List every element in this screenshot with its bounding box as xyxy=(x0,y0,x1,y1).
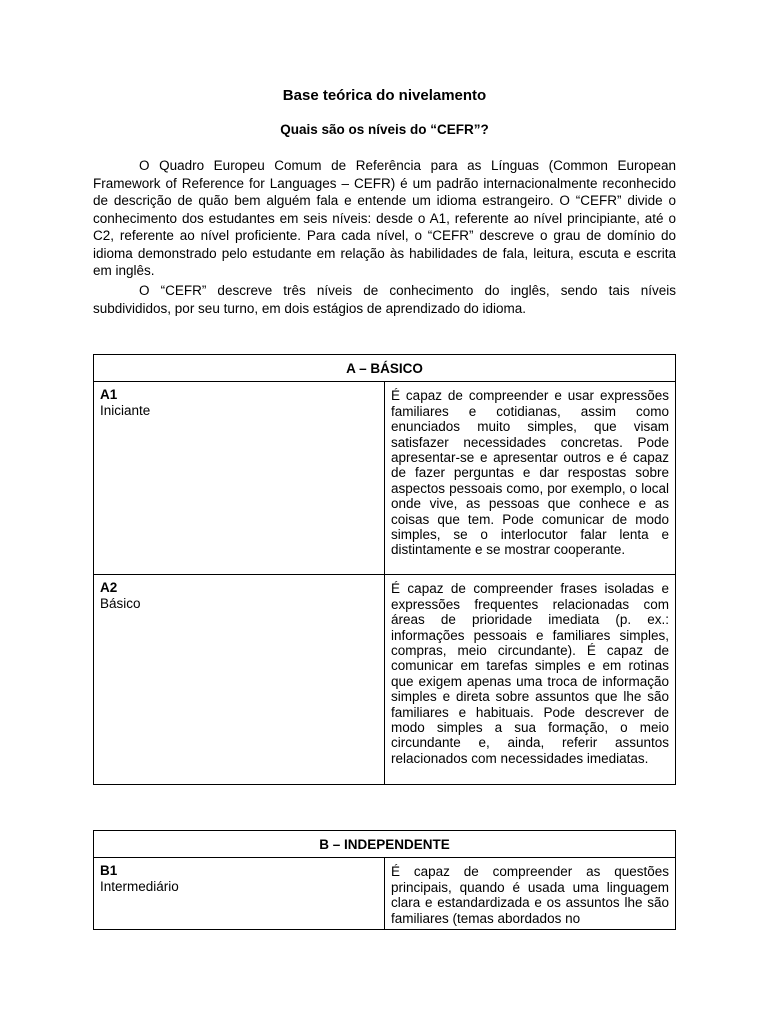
level-cell xyxy=(94,858,385,930)
table-header: A – BÁSICO xyxy=(94,355,676,382)
table-row xyxy=(94,382,676,575)
level-code: A2 xyxy=(100,580,118,596)
table-independent-clip xyxy=(93,830,679,936)
level-description: É capaz de compreender frases isoladas e expressões frequentes relacionadas com áreas de prioridade imediata (p. ex.: informações pessoais e familiares simples, compras, meio circundante). É capaz de comunicar em tarefas simples e em rotinas que exigem apenas uma troca de informação simples e direta sobre assuntos que lhe são familiares e habituais. Pode descrever de modo simples a sua formação, o meio circundante e, ainda, referir assuntos relacionados com necessidades imediatas. xyxy=(385,575,676,785)
level-name: Intermediário xyxy=(100,878,179,894)
level-name: Básico xyxy=(100,595,141,611)
paragraph-intro: O Quadro Europeu Comum de Referência para as Línguas (Common European Framework of Reference for Languages – CEFR) é um padrão internacionalmente reconhecido de descrição de quão bem alguém fala e entende um idioma estrangeiro. O “CEFR” divide o conhecimento dos estudantes em seis níveis: desde o A1, referente ao nível principiante, até o C2, referente ao nível proficiente. Para cada nível, o “CEFR” descreve o grau de domínio do idioma demonstrado pelo estudante em relação às habilidades de fala, leitura, escuta e escrita em inglês. xyxy=(93,158,676,278)
table-row xyxy=(94,575,676,785)
table-header: B – INDEPENDENTE xyxy=(94,831,676,858)
level-cell xyxy=(94,382,385,575)
table-independent-level xyxy=(93,830,676,930)
level-cell xyxy=(94,575,385,785)
document-subtitle: Quais são os níveis do “CEFR”? xyxy=(280,122,489,137)
level-name: Iniciante xyxy=(100,402,151,418)
document-title: Base teórica do nivelamento xyxy=(282,87,487,104)
level-description: É capaz de compreender as questões principais, quando é usada uma linguagem clara e estandardizada e os assuntos lhe são familiares (temas abordados no xyxy=(385,858,676,930)
level-code: B1 xyxy=(100,863,118,879)
table-row xyxy=(94,858,676,930)
paragraph-levels: O “CEFR” descreve três níveis de conhecimento do inglês, sendo tais níveis subdivididos, por seu turno, em dois estágios de aprendizado do idioma. xyxy=(93,283,676,316)
level-description: É capaz de compreender e usar expressões familiares e cotidianas, assim como enunciados muito simples, que visam satisfazer necessidades concretas. Pode apresentar-se e apresentar outros e é capaz de fazer perguntas e dar respostas sobre aspectos pessoais como, por exemplo, o local onde vive, as pessoas que conhece e as coisas que tem. Pode comunicar de modo simples, se o interlocutor falar lenta e distintamente e se mostrar cooperante. xyxy=(385,382,676,575)
level-code: A1 xyxy=(100,387,118,403)
table-basic-level xyxy=(93,354,676,785)
